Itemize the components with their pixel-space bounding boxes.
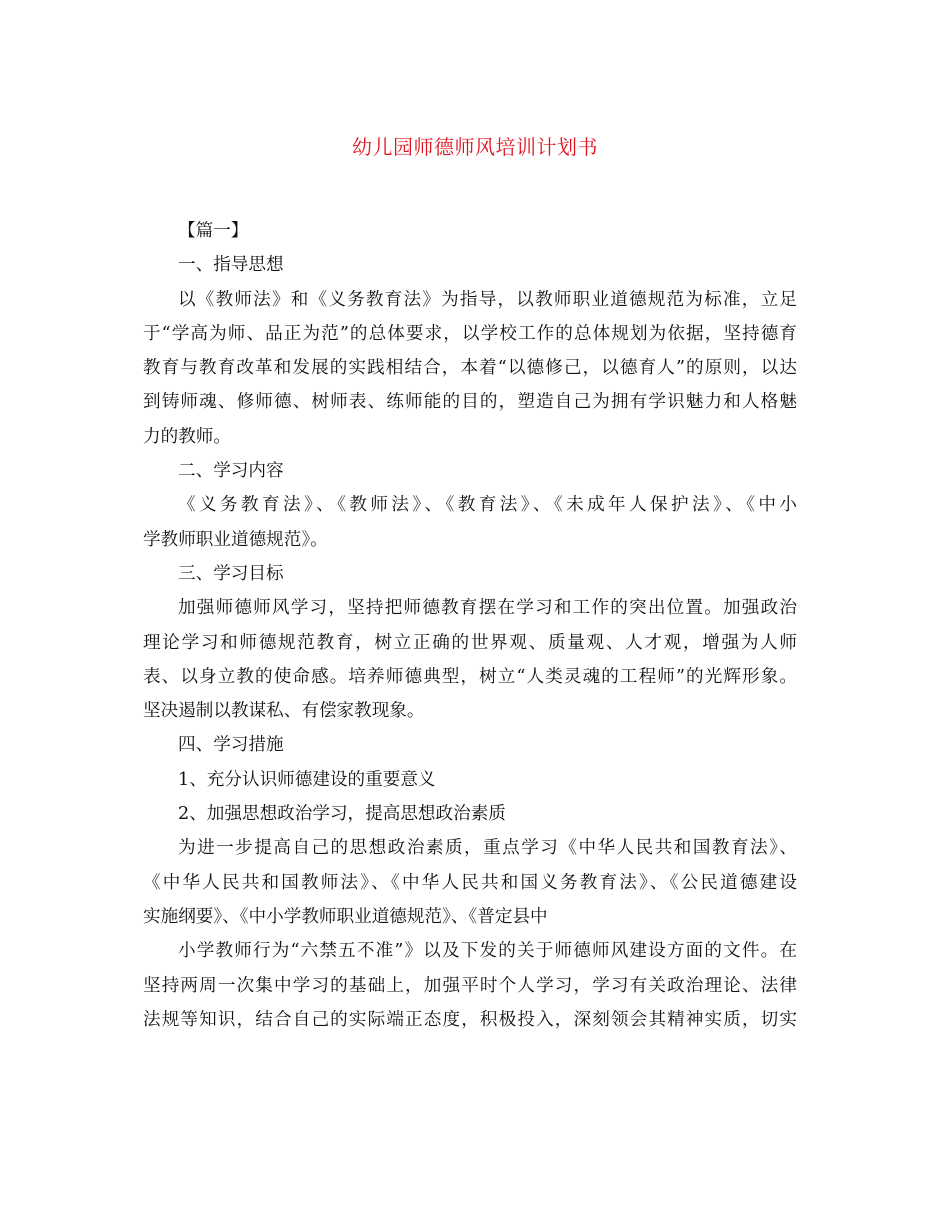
body-line: 坚持两周一次集中学习的基础上，加强平时个人学习，学习有关政治理论、法律 — [143, 975, 797, 996]
body-line: 《中华人民共和国教师法》、《中华人民共和国义务教育法》、《公民道德建设 — [143, 872, 797, 893]
body-line: 学教师职业道德规范》。 — [143, 529, 328, 550]
body-line: 二、学习内容 — [178, 461, 284, 482]
body-line: 四、学习措施 — [178, 735, 284, 756]
body-line: 小学教师行为“六禁五不准”》以及下发的关于师德师风建设方面的文件。在 — [178, 941, 797, 962]
body-line: 《义务教育法》、《教师法》、《教育法》、《未成年人保护法》、《中小 — [178, 495, 797, 516]
body-line: 法规等知识，结合自己的实际端正态度，积极投入，深刻领会其精神实质，切实 — [143, 1009, 797, 1030]
body-line: 表、以身立教的使命感。培养师德典型，树立“人类灵魂的工程师”的光辉形象。 — [143, 666, 797, 687]
document-body — [143, 214, 797, 1037]
body-line: 理论学习和师德规范教育，树立正确的世界观、质量观、人才观，增强为人师 — [143, 632, 797, 653]
body-line: 一、指导思想 — [178, 255, 284, 276]
document-title: 幼儿园师德师风培训计划书 — [352, 135, 598, 159]
body-line: 实施纲要》、《中小学教师职业道德规范》、《普定县中 — [143, 906, 548, 927]
body-line: 为进一步提高自己的思想政治素质，重点学习《中华人民共和国教育法》、 — [178, 838, 797, 859]
body-line: 【篇一】 — [178, 221, 249, 241]
body-line: 教育与教育改革和发展的实践相结合，本着“以德修己，以德育人”的原则，以达 — [143, 358, 797, 379]
body-line: 到铸师魂、修师德、树师表、练师能的目的，塑造自己为拥有学识魅力和人格魅 — [143, 392, 797, 413]
body-line: 坚决遏制以教谋私、有偿家教现象。 — [143, 701, 425, 722]
body-line: 2、加强思想政治学习，提高思想政治素质 — [178, 804, 506, 825]
body-line: 加强师德师风学习，坚持把师德教育摆在学习和工作的突出位置。加强政治 — [178, 598, 797, 619]
body-line: 于“学高为师、品正为范”的总体要求，以学校工作的总体规划为依据，坚持德育 — [143, 323, 797, 344]
body-line: 1、充分认识师德建设的重要意义 — [178, 769, 436, 790]
body-line: 三、学习目标 — [178, 563, 284, 584]
body-line: 力的教师。 — [143, 426, 231, 447]
body-line: 以《教师法》和《义务教育法》为指导，以教师职业道德规范为标准，立足 — [178, 289, 797, 310]
